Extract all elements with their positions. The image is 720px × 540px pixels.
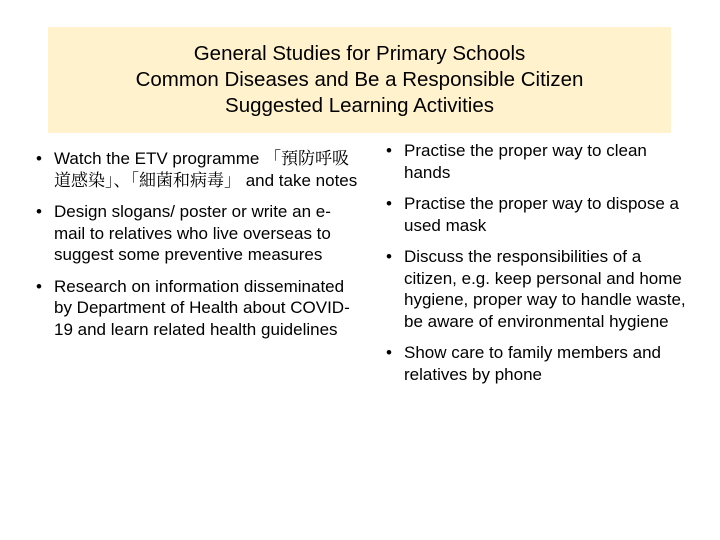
bullet-icon: • (386, 247, 392, 266)
activity-text: Research on information disseminated by Department of Health about COVID-19 and learn related health guidelines (54, 276, 350, 339)
list-item (32, 201, 362, 266)
list-item (382, 246, 692, 332)
title-line-course: General Studies for Primary Schools (193, 42, 526, 65)
list-item (382, 193, 692, 236)
bullet-icon: • (386, 343, 392, 362)
bullet-icon: • (386, 141, 392, 160)
title-line-subtitle: Suggested Learning Activities (225, 94, 494, 117)
list-item (382, 140, 692, 183)
list-item (382, 342, 692, 385)
activity-text: Practise the proper way to clean hands (404, 141, 647, 182)
bullet-icon: • (386, 194, 392, 213)
title-box (48, 27, 671, 133)
bullet-icon: • (36, 202, 42, 221)
list-item (32, 148, 362, 191)
activity-text: Discuss the responsibilities of a citizen, e.g. keep personal and home hygiene, proper way to handle waste, be aware of environmental hygiene (404, 247, 686, 331)
title-line-topic: Common Diseases and Be a Responsible Citizen (135, 68, 584, 91)
activity-text: Practise the proper way to dispose a used mask (404, 194, 679, 235)
left-activity-list (32, 148, 362, 350)
activity-text: Show care to family members and relatives by phone (404, 343, 661, 384)
list-item (32, 276, 362, 341)
bullet-icon: • (36, 276, 42, 296)
right-activity-list (382, 140, 692, 395)
bullet-icon: • (36, 149, 42, 168)
activity-text: Watch the ETV programme 「預防呼吸道感染」、「細菌和病毒」 and take notes (54, 149, 358, 190)
activity-text: Design slogans/ poster or write an e-mail to relatives who live overseas to suggest some preventive measures (54, 202, 331, 264)
